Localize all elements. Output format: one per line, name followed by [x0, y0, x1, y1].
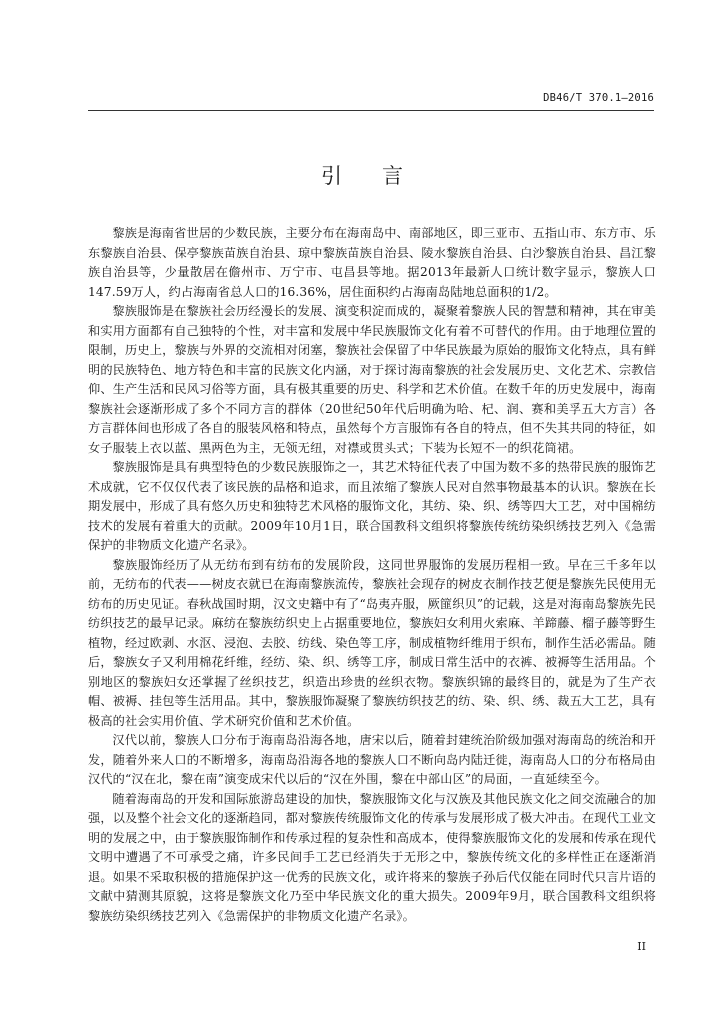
paragraph: 黎族服饰是在黎族社会历经漫长的发展、演变积淀而成的，凝聚着黎族人民的智慧和精神，其在审美和实用方面都有自己独特的个性，对丰富和发展中华民族服饰文化有着不可替代的作用。由于地理位置的限制，历史上，黎族与外界的交流相对闭塞，黎族社会保留了中华民族最为原始的服饰文化特点，具有鲜明的民族特色、地方特色和丰富的民族文化内涵，对于探讨海南黎族的社会发展历史、文化艺术、宗教信仰、生产生活和民风习俗等方面，具有极其重要的历史、科学和艺术价值。在数千年的历史发展中，海南黎族社会逐渐形成了多个不同方言的群体（20世纪50年代后明确为哈、杞、润、赛和美孚五大方言）各方言群体间也形成了各自的服装风格和特点，虽然每个方言服饰有各自的特点，但不失其共同的特征，如女子服装上衣以蓝、黑两色为主，无领无纽，对襟或贯头式；下装为长短不一的织花筒裙。: [88, 304, 656, 455]
page-title: 引言: [321, 164, 443, 188]
page-number: II: [637, 940, 646, 953]
paragraph: 黎族是海南省世居的少数民族，主要分布在海南岛中、南部地区，即三亚市、五指山市、东方市、乐东黎族自治县、保亭黎族苗族自治县、琼中黎族苗族自治县、陵水黎族自治县、白沙黎族自治县、昌江黎族自治县等，少量散居在儋州市、万宁市、屯昌县等地。据2013年最新人口统计数字显示，黎族人口147.59万人，约占海南省总人口的16.36%，居住面积约占海南岛陆地总面积的1/2。: [88, 226, 656, 299]
paragraph: 汉代以前，黎族人口分布于海南岛沿海各地，唐宋以后，随着封建统治阶级加强对海南岛的统治和开发，随着外来人口的不断增多，海南岛沿海各地的黎族人口不断向岛内陆迁徙，海南岛人口的分布格局由汉代的“汉在北，黎在南”演变成宋代以后的“汉在外围，黎在中部山区”的局面，一直延续至今。: [88, 733, 656, 786]
standard-code: DB46/T 370.1—2016: [543, 92, 654, 104]
paragraph: 黎族服饰经历了从无纺布到有纺布的发展阶段，这同世界服饰的发展历程相一致。早在三千多年以前，无纺布的代表——树皮衣就已在海南黎族流传，黎族社会现存的树皮衣制作技艺便是黎族先民使用无纺布的历史见证。春秋战国时期，汉文史籍中有了“岛夷卉服，厥篚织贝”的记载，这是对海南岛黎族先民纺织技艺的最早记录。麻纺在黎族纺织史上占据重要地位，黎族妇女利用火索麻、羊蹄藤、榴子藤等野生植物，经过欧剥、水沤、浸泡、去胶、纺线、染色等工序，制成植物纤维用于织布，制作生活必需品。随后，黎族女子又利用棉花纤维，经纺、染、织、绣等工序，制成日常生活中的衣裤、被褥等生活用品。个别地区的黎族妇女还掌握了丝织技艺，织造出珍贵的丝织衣物。黎族织锦的最终目的，就是为了生产衣帽、被褥、挂包等生活用品。其中，黎族服饰凝聚了黎族纺织技艺的纺、染、织、绣、裁五大工艺，具有极高的社会实用价值、学术研究价值和艺术价值。: [88, 557, 656, 728]
body-text: [88, 224, 656, 926]
paragraph: 黎族服饰是具有典型特色的少数民族服饰之一，其艺术特征代表了中国为数不多的热带民族的服饰艺术成就，它不仅仅代表了该民族的品格和追求，而且浓缩了黎族人民对自然事物最基本的认识。黎族在长期发展中，形成了具有悠久历史和独特艺术风格的服饰文化，其纺、染、织、绣等四大工艺，对中国棉纺技术的发展有着重大的贡献。2009年10月1日，联合国教科文组织将黎族传统纺染织绣技艺列入《急需保护的非物质文化遗产名录》。: [88, 460, 656, 552]
header-divider: [88, 110, 654, 111]
paragraph: 随着海南岛的开发和国际旅游岛建设的加快，黎族服饰文化与汉族及其他民族文化之间交流融合的加强，以及整个社会文化的逐渐趋同，都对黎族传统服饰文化的传承与发展形成了极大冲击。在现代工业文明的发展之中，由于黎族服饰制作和传承过程的复杂性和高成本，使得黎族服饰文化的发展和传承在现代文明中遭遇了不可承受之痛，许多民间手工艺已经消失于无形之中，黎族传统文化的多样性正在逐渐消退。如果不采取积极的措施保护这一优秀的民族文化，或许将来的黎族子孙后代仅能在同时代只言片语的文献中猜测其原貌，这将是黎族文化乃至中华民族文化的重大损失。2009年9月，联合国教科文组织将黎族纺染织绣技艺列入《急需保护的非物质文化遗产名录》。: [88, 791, 656, 923]
